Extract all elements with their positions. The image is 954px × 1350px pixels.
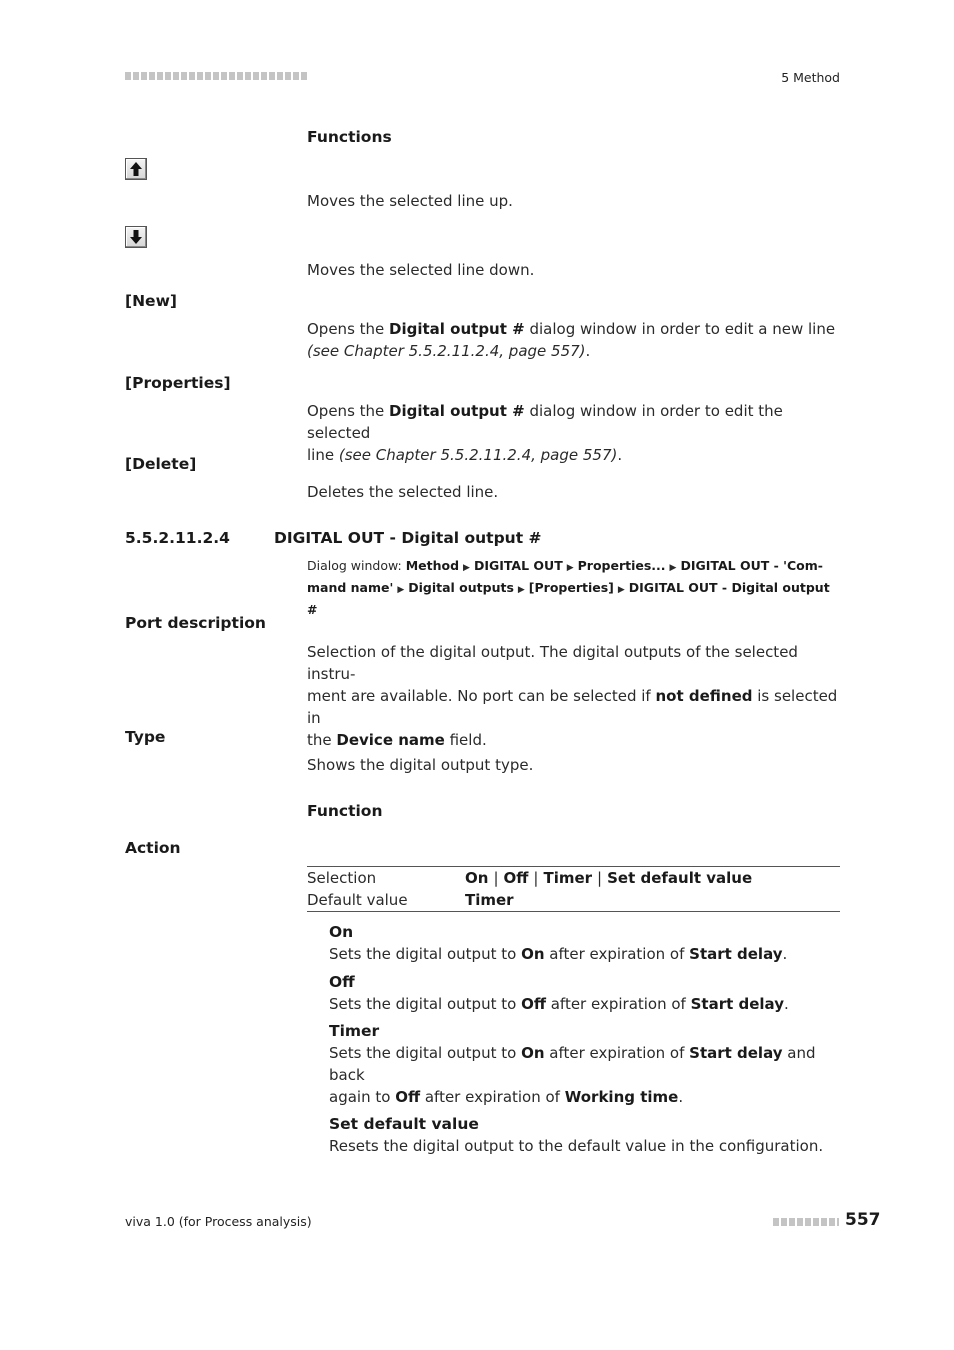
selection-values: On | Off | Timer | Set default value (465, 869, 753, 887)
footer-product: viva 1.0 (for Process analysis) (125, 1214, 312, 1229)
arrow-up-icon (129, 161, 143, 177)
port-description-label: Port description (125, 614, 266, 632)
option-timer-description: Sets the digital output to On after expiration of Start delay and back again to Off after expiration of Working time. (329, 1044, 816, 1106)
properties-label: [Properties] (125, 374, 231, 392)
selection-row (307, 867, 840, 889)
default-value-key: Default value (307, 891, 408, 909)
option-timer-title: Timer (329, 1022, 380, 1040)
move-down-button[interactable] (125, 226, 147, 248)
chapter-title: 5 Method (781, 70, 840, 85)
delete-label: [Delete] (125, 455, 197, 473)
option-off-description: Sets the digital output to Off after expiration of Start delay. (329, 995, 789, 1013)
chapter-link[interactable]: (see Chapter 5.5.2.11.2.4, page 557) (338, 446, 618, 464)
option-on-title: On (329, 923, 354, 941)
action-parameter-table (307, 866, 840, 912)
section-title: DIGITAL OUT - Digital output # (274, 529, 542, 547)
option-default-description: Resets the digital output to the default value in the configuration. (329, 1137, 824, 1155)
default-value: Timer (465, 891, 514, 909)
option-off-title: Off (329, 973, 355, 991)
move-up-button[interactable] (125, 158, 147, 180)
arrow-down-icon (129, 229, 143, 245)
action-label: Action (125, 839, 181, 857)
chapter-link[interactable]: (see Chapter 5.5.2.11.2.4, page 557) (307, 342, 586, 360)
new-label: [New] (125, 292, 177, 310)
new-description: Opens the Digital output # dialog window in order to edit a new line (see Chapter 5.5.2.11.2.4, page 557). (307, 320, 836, 360)
move-down-description: Moves the selected line down. (307, 261, 535, 279)
header-decoration (125, 72, 307, 80)
selection-key: Selection (307, 869, 377, 887)
section-number: 5.5.2.11.2.4 (125, 529, 230, 547)
default-value-row (307, 889, 840, 911)
dialog-path: Dialog window: Method ▶ DIGITAL OUT ▶ Properties... ▶ DIGITAL OUT - 'Com- mand name' ▶ Digital outputs ▶ [Properties] ▶ DIGITAL OUT - Digital output # (307, 558, 830, 617)
option-on-description: Sets the digital output to On after expiration of Start delay. (329, 945, 788, 963)
delete-description: Deletes the selected line. (307, 483, 499, 501)
footer-decoration (773, 1218, 839, 1226)
page-number: 557 (845, 1210, 881, 1230)
type-description: Shows the digital output type. (307, 756, 534, 774)
port-description-text: Selection of the digital output. The digital outputs of the selected instru- ment are available. No port can be selected if not defined is selected in the Device name field. (307, 643, 838, 749)
functions-heading: Functions (307, 128, 392, 146)
function-heading: Function (307, 802, 383, 820)
type-label: Type (125, 728, 166, 746)
move-up-description: Moves the selected line up. (307, 192, 513, 210)
properties-description: Opens the Digital output # dialog window in order to edit the selected line (see Chapter 5.5.2.11.2.4, page 557). (307, 402, 783, 464)
option-default-title: Set default value (329, 1115, 479, 1133)
action-options-list (329, 921, 840, 1157)
